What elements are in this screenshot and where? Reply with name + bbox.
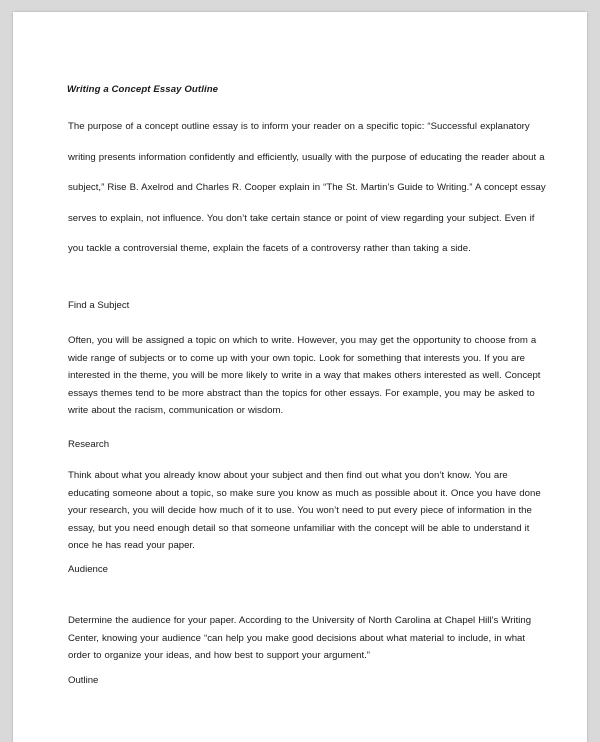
section-body-audience: Determine the audience for your paper. According to the University of North Carolina at Chapel Hill’s Writing Center, knowing your audience “can help you make good decisions about what material to include, in what order to organize your ideas, and how best to support your argument.” bbox=[68, 615, 532, 661]
document-title: Writing a Concept Essay Outline bbox=[67, 84, 219, 95]
intro-paragraph: The purpose of a concept outline essay is to inform your reader on a specific topic: “Successful explanatory writing presents information confidently and efficiently, usually with the purpose of educating the reader about a subject,” Rise B. Axelrod and Charles R. Cooper explain in “The St. Martin’s Guide to Writing.” A concept essay serves to explain, not influence. You don’t take certain stance or point of view regarding your subject. Even if you tackle a controversial theme, explain the facets of a controversy rather than taking a side. bbox=[68, 121, 546, 254]
section-body-find-subject: Often, you will be assigned a topic on which to write. However, you may get the opportunity to choose from a wide range of subjects or to come up with your own topic. Look for something that interests you. If you are interested in the theme, you will be more likely to write in a way that makes others interested as well. Concept essays themes tend to be more abstract than the topics for other essays. For example, you may be asked to write about the racism, communication or wisdom. bbox=[68, 335, 541, 416]
section-heading-find-subject: Find a Subject bbox=[68, 300, 130, 311]
document-page bbox=[13, 12, 587, 742]
section-heading-outline: Outline bbox=[68, 675, 99, 686]
section-heading-research: Research bbox=[68, 439, 110, 450]
section-body-research: Think about what you already know about your subject and then find out what you don’t know. You are educating someone about a topic, so make sure you know as much as possible about it. Once you have done your research, you will decide how much of it to use. You won’t need to put every piece of information in the essay, but you need enough detail so that someone unfamiliar with the concept will be able to understand it once he has read your paper. bbox=[68, 470, 541, 551]
section-heading-audience: Audience bbox=[68, 564, 109, 575]
